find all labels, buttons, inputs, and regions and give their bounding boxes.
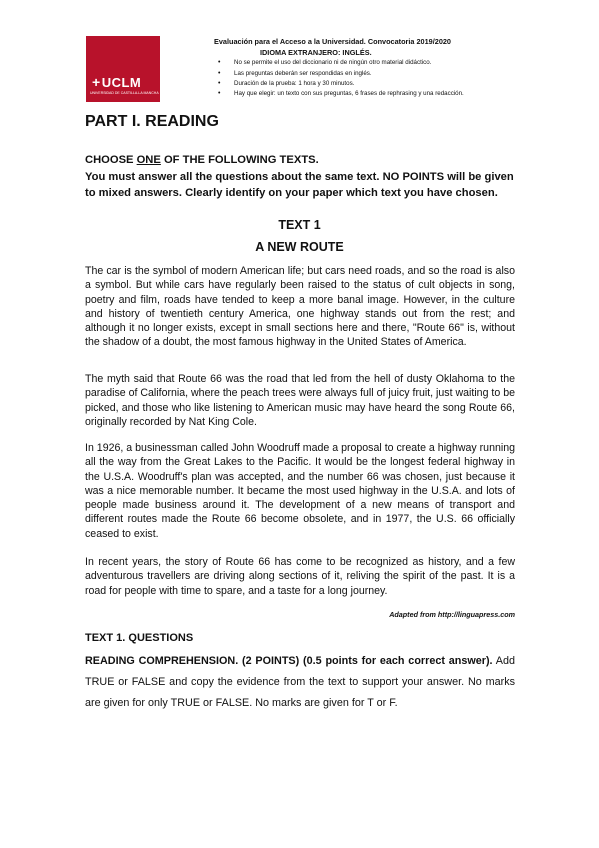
text-label: TEXT 1 [278, 218, 321, 232]
header-rule: • Hay que elegir: un texto con sus preguntas, 6 frases de rephrasing y una redacción. [234, 89, 534, 99]
header-title: Evaluación para el Acceso a la Universidad. Convocatoria 2019/2020 [214, 37, 451, 46]
rc-text: Add TRUE or FALSE and copy the evidence from the text to support your answer. No marks are given for only TRUE or FALSE. No marks are given for T or F. [85, 655, 515, 709]
paragraph: The car is the symbol of modern American life; but cars need roads, and so the road is also a symbol. But while cars have regularly been raised to the status of cult objects in song, poetry and film, roads have tended to keep a more banal image. However, in the culture and history of twentieth century America, one highway stands out from the rest; and although it no longer exists, except in small sections here and there, "Route 66" is, without the shadow of a doubt, the most famous highway in the United States of America. [85, 265, 515, 349]
part-title: PART I. READING [85, 113, 219, 130]
rc-bold: READING COMPREHENSION. (2 POINTS) (0.5 points for each correct answer). [85, 655, 493, 667]
choose-prefix: CHOOSE [85, 154, 137, 166]
reading-comprehension-instructions [85, 651, 515, 714]
logo-text: UCLM [101, 75, 142, 90]
paragraph: The myth said that Route 66 was the road that led from the hell of dusty Oklahoma to the paradise of California, where the peach trees were always full of juicy fruit, just waiting to be picked, and those who like listening to American music may have heard the song Route 66, originally recorded by Nat King Cole. [85, 373, 515, 428]
instructions [85, 152, 515, 202]
logo-mark [92, 74, 141, 90]
choose-suffix: OF THE FOLLOWING TEXTS. [160, 154, 319, 166]
header-rules-list [214, 58, 534, 99]
choose-one: ONE [136, 154, 161, 166]
header-subject: IDIOMA EXTRANJERO: INGLÉS. [260, 48, 372, 58]
paragraph: In 1926, a businessman called John Woodruff made a proposal to create a highway running all the way from the Great Lakes to the Pacific. It would be the longest federal highway in the U.S.A. Woodruff's plan was accepted, and the number 66 was chosen, just because it was a nice memorable number. It became the most used highway in the U.S.A. and lots of people made business around it. The development of a new means of transport and different routes made the Route 66 become obsolete, and in 1977, the U.S. 66 officially ceased to exist. [85, 442, 515, 540]
logo-subtitle: UNIVERSIDAD DE CASTILLA-LA MANCHA [90, 91, 159, 95]
text-title: A NEW ROUTE [255, 240, 344, 254]
source-credit: Adapted from http://linguapress.com [389, 610, 515, 619]
header-rule: • Duración de la prueba: 1 hora y 30 minutos. [234, 79, 534, 89]
instructions-rest: You must answer all the questions about the same text. NO POINTS will be given to mixed answers. Clearly identify on your paper which text you have chosen. [85, 170, 514, 199]
exam-header [214, 36, 534, 100]
questions-heading: TEXT 1. QUESTIONS [85, 632, 194, 644]
paragraph: In recent years, the story of Route 66 has come to be recognized as history, and a few adventurous travellers are driving along sections of it, reliving the spirit of the past. It is a road for people with time to spare, and a taste for a long journey. [85, 556, 515, 597]
logo-plus-icon: + [92, 74, 101, 90]
header-rule: • No se permite el uso del diccionario ni de ningún otro material didáctico. [234, 58, 534, 68]
header-rule: • Las preguntas deberán ser respondidas en inglés. [234, 69, 534, 79]
uclm-logo [86, 36, 160, 102]
